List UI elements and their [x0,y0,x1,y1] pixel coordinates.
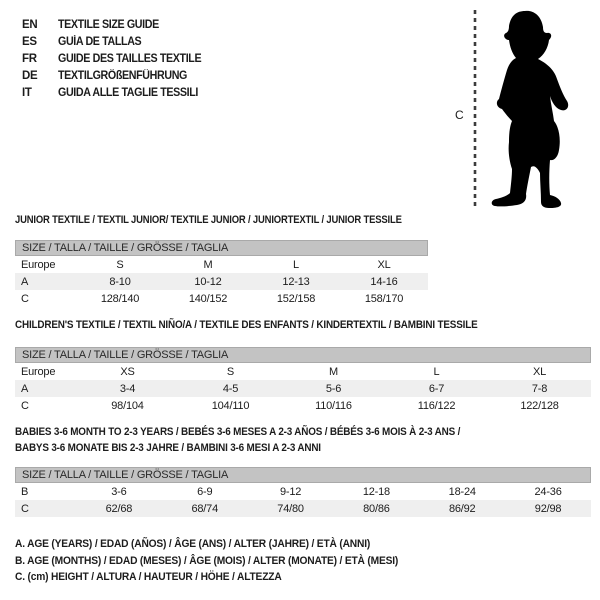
language-code: EN [22,18,38,31]
cell: 9-12 [279,485,302,498]
cell: S [116,258,124,271]
table-row-europe [15,256,428,273]
table-row-height [15,290,428,307]
cell: 10-12 [194,275,222,288]
table-row-age [15,273,428,290]
cell: L [433,365,440,378]
row-label: C [21,502,29,515]
note-height-cm: C. (cm) HEIGHT / ALTURA / HAUTEUR / HÖHE / ALTEZZA [15,571,282,583]
cell: 92/98 [534,502,562,515]
cell: XL [377,258,391,271]
table-row-height [15,397,591,414]
row-label: Europe [21,258,56,271]
babies-size-table [15,467,591,517]
cell: 14-16 [370,275,398,288]
language-row-fr [22,50,212,67]
junior-table-title: JUNIOR TEXTILE / TEXTIL JUNIOR/ TEXTILE JUNIOR / JUNIORTEXTIL / JUNIOR TESSILE [15,214,402,226]
cell: 18-24 [448,485,476,498]
language-title: TEXTILE SIZE GUIDE [58,18,159,31]
table-row-europe [15,363,591,380]
babies-title-line1: BABIES 3-6 MONTH TO 2-3 YEARS / BEBÉS 3-6 MESES A 2-3 AÑOS / BÉBÉS 3-6 MOIS À 2-3 ANS / [15,426,461,438]
baby-silhouette-icon [483,8,578,210]
row-label: C [21,292,29,305]
cell: 152/158 [276,292,316,305]
size-header-row [15,467,591,483]
cell: XS [120,365,135,378]
cell: 128/140 [100,292,140,305]
cell: 3-6 [111,485,127,498]
height-dashed-line-icon [472,10,478,210]
cell: 4-5 [222,382,239,395]
cell: 116/122 [417,399,456,412]
children-table-title: CHILDREN'S TEXTILE / TEXTIL NIÑO/A / TEXTILE DES ENFANTS / KINDERTEXTIL / BAMBINI TESSILE [15,319,478,331]
babies-title-line2: BABYS 3-6 MONATE BIS 2-3 JAHRE / BAMBINI 3-6 MESI A 2-3 ANNI [15,442,321,454]
cell: 6-7 [428,382,445,395]
language-list [22,16,212,101]
cell: M [329,365,338,378]
cell: 12-18 [362,485,390,498]
cell: 8-10 [109,275,131,288]
row-label: A [21,382,29,395]
cell: 24-36 [534,485,562,498]
note-age-years: A. AGE (YEARS) / EDAD (AÑOS) / ÂGE (ANS) / ALTER (JAHRE) / ETÀ (ANNI) [15,538,371,550]
cell: 68/74 [191,502,218,515]
language-title: GUIDA ALLE TAGLIE TESSILI [58,86,199,99]
cell: 122/128 [520,399,559,412]
cell: M [203,258,213,271]
row-label: Europe [21,365,56,378]
language-row-es [22,33,212,50]
language-title: TEXTILGRÖßENFÜHRUNG [58,69,187,82]
junior-table-section [15,213,428,307]
row-label: A [21,275,29,288]
junior-size-table [15,240,428,307]
cell: 140/152 [188,292,228,305]
legend-notes [15,536,427,586]
cell: 12-13 [282,275,310,288]
cell: 80/86 [363,502,390,515]
cell: 86/92 [448,502,476,515]
cell: XL [532,365,547,378]
cell: 5-6 [325,382,342,395]
language-title: GUÍA DE TALLAS [58,35,142,48]
cell: 104/110 [211,399,250,412]
cell: 98/104 [111,399,144,412]
cell: 74/80 [277,502,304,515]
language-row-it [22,84,212,101]
language-code: IT [22,86,32,99]
size-header-row [15,240,428,256]
babies-table-section [15,424,591,517]
cell: 3-4 [119,382,136,395]
cell: 62/68 [105,502,133,515]
language-title: GUIDE DES TAILLES TEXTILE [58,52,202,65]
children-table-section [15,318,591,414]
size-header-label: SIZE / TALLA / TAILLE / GRÖSSE / TAGLIA [22,349,229,361]
table-row-height [15,500,591,517]
language-code: ES [22,35,37,48]
language-row-en [22,16,212,33]
cell: 110/116 [315,399,352,412]
size-header-label: SIZE / TALLA / TAILLE / GRÖSSE / TAGLIA [22,469,229,481]
note-age-months: B. AGE (MONTHS) / EDAD (MESES) / ÂGE (MOIS) / ALTER (MONATE) / ETÀ (MESI) [15,554,399,567]
height-measure-label: C [455,108,464,122]
row-label: B [21,485,29,498]
language-code: FR [22,52,37,65]
row-label: C [21,399,29,412]
cell: S [226,365,235,378]
children-size-table [15,347,591,414]
table-row-months [15,483,591,500]
language-code: DE [22,69,38,82]
cell: 158/170 [364,292,404,305]
cell: 7-8 [531,382,548,395]
height-figure [455,8,585,213]
cell: L [293,258,299,271]
size-header-row [15,347,591,363]
table-row-age [15,380,591,397]
babies-table-title [15,424,533,456]
cell: 6-9 [197,485,213,498]
language-row-de [22,67,212,84]
size-header-label: SIZE / TALLA / TAILLE / GRÖSSE / TAGLIA [22,242,229,254]
